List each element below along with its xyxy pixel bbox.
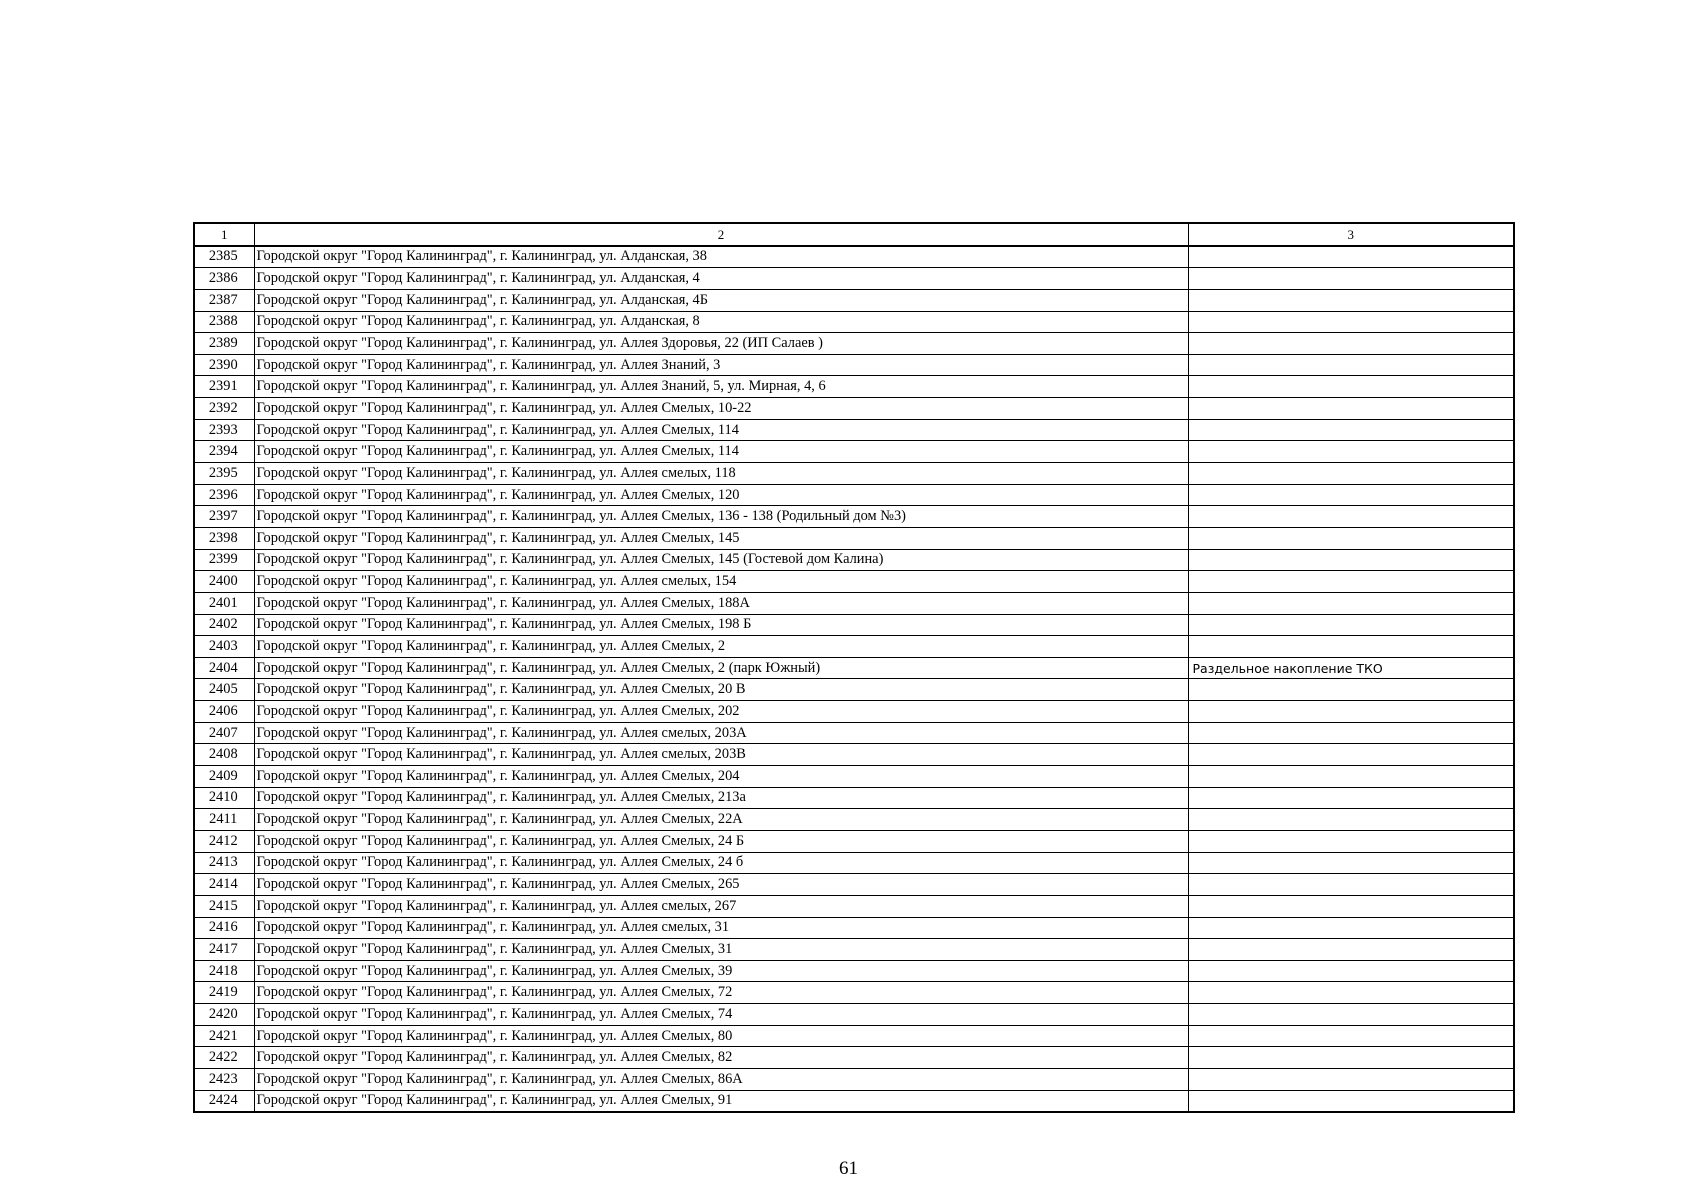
table-row — [194, 722, 1514, 744]
row-number-cell: 2420 — [194, 1004, 254, 1026]
row-number-cell: 2418 — [194, 960, 254, 982]
note-cell — [1188, 484, 1514, 506]
row-number-cell: 2411 — [194, 809, 254, 831]
note-cell — [1188, 549, 1514, 571]
note-cell — [1188, 982, 1514, 1004]
address-cell: Городской округ "Город Калининград", г. Калининград, ул. Аллея Смелых, 114 — [254, 441, 1188, 463]
row-number-cell: 2414 — [194, 874, 254, 896]
row-number-cell: 2417 — [194, 939, 254, 961]
address-cell: Городской округ "Город Калининград", г. Калининград, ул. Аллея Смелых, 202 — [254, 701, 1188, 723]
table-row — [194, 441, 1514, 463]
address-cell: Городской округ "Город Калининград", г. Калининград, ул. Аллея смелых, 154 — [254, 571, 1188, 593]
note-cell — [1188, 1004, 1514, 1026]
table-row — [194, 1047, 1514, 1069]
note-cell — [1188, 311, 1514, 333]
note-cell — [1188, 809, 1514, 831]
address-cell: Городской округ "Город Калининград", г. Калининград, ул. Алданская, 4 — [254, 268, 1188, 290]
row-number-cell: 2393 — [194, 419, 254, 441]
table-row — [194, 1068, 1514, 1090]
address-cell: Городской округ "Город Калининград", г. Калининград, ул. Аллея Смелых, 72 — [254, 982, 1188, 1004]
address-cell: Городской округ "Город Калининград", г. Калининград, ул. Аллея Смелых, 114 — [254, 419, 1188, 441]
address-cell: Городской округ "Город Калининград", г. Калининград, ул. Аллея Знаний, 3 — [254, 354, 1188, 376]
table-row — [194, 506, 1514, 528]
row-number-cell: 2396 — [194, 484, 254, 506]
note-cell — [1188, 268, 1514, 290]
row-number-cell: 2389 — [194, 333, 254, 355]
table-row — [194, 766, 1514, 788]
note-cell — [1188, 1090, 1514, 1112]
address-cell: Городской округ "Город Калининград", г. Калининград, ул. Аллея Смелых, 91 — [254, 1090, 1188, 1112]
table-row — [194, 463, 1514, 485]
address-cell: Городской округ "Город Калининград", г. Калининград, ул. Аллея Смелых, 10-22 — [254, 398, 1188, 420]
note-cell — [1188, 701, 1514, 723]
table-row — [194, 549, 1514, 571]
row-number-cell: 2391 — [194, 376, 254, 398]
note-cell — [1188, 1047, 1514, 1069]
header-col-1: 1 — [194, 223, 254, 246]
note-cell — [1188, 830, 1514, 852]
table-row — [194, 592, 1514, 614]
address-cell: Городской округ "Город Калининград", г. Калининград, ул. Аллея Здоровья, 22 (ИП Салаев ) — [254, 333, 1188, 355]
table-row — [194, 289, 1514, 311]
row-number-cell: 2402 — [194, 614, 254, 636]
table-row — [194, 636, 1514, 658]
row-number-cell: 2387 — [194, 289, 254, 311]
note-cell — [1188, 636, 1514, 658]
note-cell — [1188, 376, 1514, 398]
note-cell: Раздельное накопление ТКО — [1188, 657, 1514, 679]
row-number-cell: 2400 — [194, 571, 254, 593]
note-cell — [1188, 614, 1514, 636]
address-cell: Городской округ "Город Калининград", г. Калининград, ул. Аллея Смелых, 265 — [254, 874, 1188, 896]
row-number-cell: 2413 — [194, 852, 254, 874]
table-row — [194, 960, 1514, 982]
table-row — [194, 852, 1514, 874]
row-number-cell: 2403 — [194, 636, 254, 658]
address-cell: Городской округ "Город Калининград", г. Калининград, ул. Аллея Смелых, 120 — [254, 484, 1188, 506]
table-row — [194, 787, 1514, 809]
row-number-cell: 2386 — [194, 268, 254, 290]
table-row — [194, 376, 1514, 398]
row-number-cell: 2408 — [194, 744, 254, 766]
row-number-cell: 2407 — [194, 722, 254, 744]
table-body — [194, 246, 1514, 1113]
table-row — [194, 939, 1514, 961]
address-table — [193, 222, 1515, 1113]
row-number-cell: 2405 — [194, 679, 254, 701]
note-cell — [1188, 679, 1514, 701]
row-number-cell: 2412 — [194, 830, 254, 852]
table-row — [194, 809, 1514, 831]
note-cell — [1188, 463, 1514, 485]
address-cell: Городской округ "Город Калининград", г. Калининград, ул. Аллея Смелых, 86А — [254, 1068, 1188, 1090]
address-cell: Городской округ "Город Калининград", г. Калининград, ул. Аллея Смелых, 2 (парк Южный) — [254, 657, 1188, 679]
note-cell — [1188, 354, 1514, 376]
address-cell: Городской округ "Город Калининград", г. Калининград, ул. Аллея Смелых, 145 (Гостевой дом Калина) — [254, 549, 1188, 571]
address-cell: Городской округ "Город Калининград", г. Калининград, ул. Аллея Смелых, 74 — [254, 1004, 1188, 1026]
address-cell: Городской округ "Город Калининград", г. Калининград, ул. Аллея смелых, 203В — [254, 744, 1188, 766]
row-number-cell: 2385 — [194, 246, 254, 268]
address-cell: Городской округ "Город Калининград", г. Калининград, ул. Алданская, 8 — [254, 311, 1188, 333]
header-col-3: 3 — [1188, 223, 1514, 246]
row-number-cell: 2392 — [194, 398, 254, 420]
table-row — [194, 484, 1514, 506]
note-cell — [1188, 441, 1514, 463]
note-cell — [1188, 419, 1514, 441]
table-row — [194, 614, 1514, 636]
address-cell: Городской округ "Город Калининград", г. Калининград, ул. Аллея Смелых, 213а — [254, 787, 1188, 809]
table-row — [194, 268, 1514, 290]
header-row — [194, 223, 1514, 246]
note-cell — [1188, 246, 1514, 268]
page-number: 61 — [839, 1158, 858, 1179]
note-cell — [1188, 333, 1514, 355]
header-col-2: 2 — [254, 223, 1188, 246]
row-number-cell: 2394 — [194, 441, 254, 463]
row-number-cell: 2397 — [194, 506, 254, 528]
note-cell — [1188, 874, 1514, 896]
row-number-cell: 2422 — [194, 1047, 254, 1069]
address-cell: Городской округ "Город Калининград", г. Калининград, ул. Аллея Смелых, 188А — [254, 592, 1188, 614]
row-number-cell: 2421 — [194, 1025, 254, 1047]
address-cell: Городской округ "Город Калининград", г. Калининград, ул. Аллея Смелых, 39 — [254, 960, 1188, 982]
row-number-cell: 2410 — [194, 787, 254, 809]
row-number-cell: 2395 — [194, 463, 254, 485]
address-cell: Городской округ "Город Калининград", г. Калининград, ул. Аллея Смелых, 198 Б — [254, 614, 1188, 636]
address-cell: Городской округ "Город Калининград", г. Калининград, ул. Аллея Смелых, 31 — [254, 939, 1188, 961]
row-number-cell: 2406 — [194, 701, 254, 723]
note-cell — [1188, 939, 1514, 961]
note-cell — [1188, 1025, 1514, 1047]
table-row — [194, 917, 1514, 939]
row-number-cell: 2423 — [194, 1068, 254, 1090]
note-cell — [1188, 592, 1514, 614]
table-row — [194, 1004, 1514, 1026]
note-cell — [1188, 398, 1514, 420]
address-cell: Городской округ "Город Калининград", г. Калининград, ул. Аллея Смелых, 145 — [254, 527, 1188, 549]
note-cell — [1188, 506, 1514, 528]
note-cell — [1188, 289, 1514, 311]
note-cell — [1188, 571, 1514, 593]
address-cell: Городской округ "Город Калининград", г. Калининград, ул. Аллея Смелых, 22А — [254, 809, 1188, 831]
row-number-cell: 2416 — [194, 917, 254, 939]
address-cell: Городской округ "Город Калининград", г. Калининград, ул. Аллея Знаний, 5, ул. Мирная, 4, 6 — [254, 376, 1188, 398]
address-cell: Городской округ "Город Калининград", г. Калининград, ул. Аллея смелых, 267 — [254, 895, 1188, 917]
row-number-cell: 2399 — [194, 549, 254, 571]
address-cell: Городской округ "Город Калининград", г. Калининград, ул. Аллея Смелых, 20 В — [254, 679, 1188, 701]
note-cell — [1188, 917, 1514, 939]
table-row — [194, 571, 1514, 593]
row-number-cell: 2424 — [194, 1090, 254, 1112]
row-number-cell: 2388 — [194, 311, 254, 333]
table-row — [194, 333, 1514, 355]
table-row — [194, 527, 1514, 549]
address-cell: Городской округ "Город Калининград", г. Калининград, ул. Аллея Смелых, 2 — [254, 636, 1188, 658]
note-cell — [1188, 787, 1514, 809]
table-row — [194, 895, 1514, 917]
row-number-cell: 2409 — [194, 766, 254, 788]
address-cell: Городской округ "Город Калининград", г. Калининград, ул. Аллея смелых, 203А — [254, 722, 1188, 744]
row-number-cell: 2404 — [194, 657, 254, 679]
table-row — [194, 419, 1514, 441]
table-row — [194, 1025, 1514, 1047]
table-row — [194, 679, 1514, 701]
table-row — [194, 246, 1514, 268]
table-row — [194, 830, 1514, 852]
address-cell: Городской округ "Город Калининград", г. Калининград, ул. Аллея Смелых, 80 — [254, 1025, 1188, 1047]
note-cell — [1188, 1068, 1514, 1090]
address-cell: Городской округ "Город Калининград", г. Калининград, ул. Аллея Смелых, 136 - 138 (Родильный дом №3) — [254, 506, 1188, 528]
address-cell: Городской округ "Город Калининград", г. Калининград, ул. Аллея Смелых, 24 б — [254, 852, 1188, 874]
note-cell — [1188, 852, 1514, 874]
address-cell: Городской округ "Город Калининград", г. Калининград, ул. Алданская, 4Б — [254, 289, 1188, 311]
table-row — [194, 311, 1514, 333]
address-cell: Городской округ "Город Калининград", г. Калининград, ул. Аллея Смелых, 82 — [254, 1047, 1188, 1069]
note-cell — [1188, 895, 1514, 917]
address-cell: Городской округ "Город Калининград", г. Калининград, ул. Аллея Смелых, 204 — [254, 766, 1188, 788]
note-cell — [1188, 960, 1514, 982]
note-cell — [1188, 722, 1514, 744]
address-cell: Городской округ "Город Калининград", г. Калининград, ул. Аллея Смелых, 24 Б — [254, 830, 1188, 852]
note-cell — [1188, 744, 1514, 766]
note-cell — [1188, 527, 1514, 549]
table-row — [194, 701, 1514, 723]
address-cell: Городской округ "Город Калининград", г. Калининград, ул. Аллея смелых, 118 — [254, 463, 1188, 485]
row-number-cell: 2415 — [194, 895, 254, 917]
table-row — [194, 982, 1514, 1004]
row-number-cell: 2419 — [194, 982, 254, 1004]
row-number-cell: 2390 — [194, 354, 254, 376]
address-cell: Городской округ "Город Калининград", г. Калининград, ул. Алданская, 38 — [254, 246, 1188, 268]
row-number-cell: 2401 — [194, 592, 254, 614]
table-row — [194, 1090, 1514, 1112]
note-cell — [1188, 766, 1514, 788]
row-number-cell: 2398 — [194, 527, 254, 549]
table-row — [194, 744, 1514, 766]
table-row — [194, 354, 1514, 376]
table-row — [194, 398, 1514, 420]
table-row — [194, 874, 1514, 896]
table-row — [194, 657, 1514, 679]
address-cell: Городской округ "Город Калининград", г. Калининград, ул. Аллея смелых, 31 — [254, 917, 1188, 939]
